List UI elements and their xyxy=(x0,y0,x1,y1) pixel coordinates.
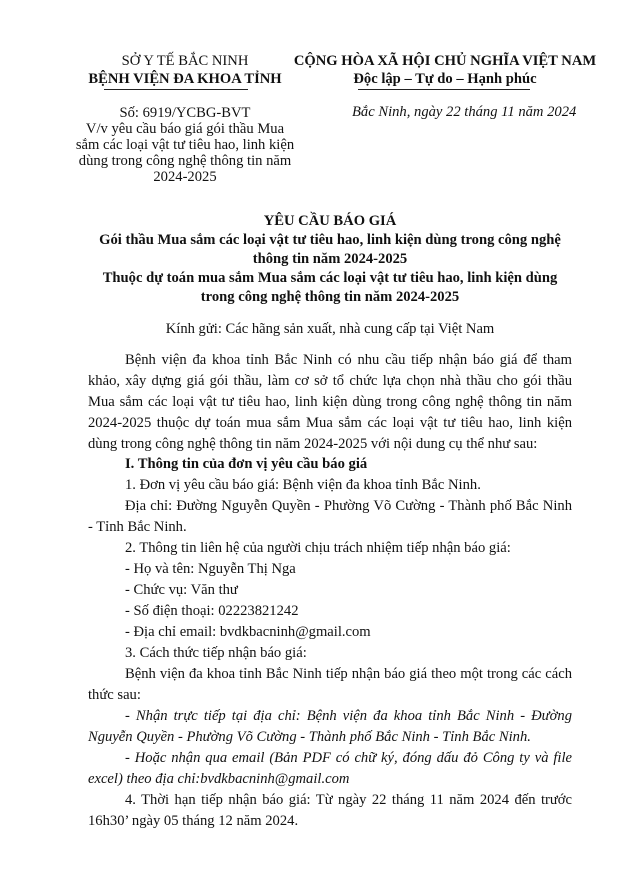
document-title: YÊU CẦU BÁO GIÁ xyxy=(263,213,397,229)
recipient-line: Kính gửi: Các hãng sản xuất, nhà cung cấp tại Việt Nam xyxy=(165,321,495,337)
contact-phone: - Số điện thoại: 02223821242 xyxy=(125,603,299,619)
subject-line: dùng trong công nghệ thông tin năm xyxy=(78,153,292,169)
address-line: Địa chỉ: Đường Nguyễn Quyền - Phường Võ Cường - Thành phố Bắc Ninh xyxy=(125,498,572,514)
intro-line: Bệnh viện đa khoa tỉnh Bắc Ninh có nhu cầu tiếp nhận báo giá để tham xyxy=(125,352,572,368)
contact-position: - Chức vụ: Văn thư xyxy=(125,582,238,598)
title-line: trong công nghệ thông tin năm 2024-2025 xyxy=(200,289,460,305)
intro-line: khảo, xây dựng giá gói thầu, làm cơ sở tổ chức lựa chọn nhà thầu cho gói thầu xyxy=(88,373,572,389)
hospital-name: BỆNH VIỆN ĐA KHOA TỈNH xyxy=(88,71,282,87)
method-direct: - Nhận trực tiếp tại địa chỉ: Bệnh viện đa khoa tỉnh Bắc Ninh - Đường xyxy=(125,708,572,724)
hospital-underline xyxy=(104,89,248,90)
intro-line: 2024-2025 thuộc dự toán mua sắm Mua sắm các loại vật tư tiêu hao, linh kiện xyxy=(88,415,572,431)
method-email: - Hoặc nhận qua email (Bản PDF có chữ ký, đóng dấu đỏ Công ty và file xyxy=(125,750,572,766)
methods-intro: Bệnh viện đa khoa tỉnh Bắc Ninh tiếp nhận báo giá theo một trong các cách xyxy=(125,666,572,682)
title-line: thông tin năm 2024-2025 xyxy=(252,251,408,267)
contact-email: - Địa chỉ email: bvdkbacninh@gmail.com xyxy=(125,624,371,640)
intro-line: Mua sắm các loại vật tư tiêu hao, linh kiện dùng trong công nghệ thông tin năm xyxy=(88,394,572,410)
title-line: Thuộc dự toán mua sắm Mua sắm các loại vật tư tiêu hao, linh kiện dùng xyxy=(102,270,558,286)
section-heading: I. Thông tin của đơn vị yêu cầu báo giá xyxy=(125,456,368,472)
nation-name: CỘNG HÒA XÃ HỘI CHỦ NGHĨA VIỆT NAM xyxy=(293,53,597,69)
method-email: excel) theo địa chỉ:bvdkbacninh@gmail.com xyxy=(88,771,350,787)
deadline-line: 4. Thời hạn tiếp nhận báo giá: Từ ngày 22 tháng 11 năm 2024 đến trước xyxy=(125,792,572,808)
receipt-method-heading: 3. Cách thức tiếp nhận báo giá: xyxy=(125,645,307,661)
contact-heading: 2. Thông tin liên hệ của người chịu trách nhiệm tiếp nhận báo giá: xyxy=(125,540,511,556)
subject-line: 2024-2025 xyxy=(153,169,217,185)
contact-name: - Họ và tên: Nguyễn Thị Nga xyxy=(125,561,296,577)
department-name: SỞ Y TẾ BẮC NINH xyxy=(121,53,249,69)
subject-line: sắm các loại vật tư tiêu hao, linh kiện xyxy=(75,137,295,153)
address-line: - Tỉnh Bắc Ninh. xyxy=(88,519,187,535)
requesting-unit: 1. Đơn vị yêu cầu báo giá: Bệnh viện đa khoa tỉnh Bắc Ninh. xyxy=(125,477,481,493)
document-number: Số: 6919/YCBG-BVT xyxy=(119,105,251,121)
place-date: Bắc Ninh, ngày 22 tháng 11 năm 2024 xyxy=(352,104,577,120)
subject-line: V/v yêu cầu báo giá gói thầu Mua xyxy=(85,121,285,137)
methods-intro: thức sau: xyxy=(88,687,141,703)
title-line: Gói thầu Mua sắm các loại vật tư tiêu hao, linh kiện dùng trong công nghệ xyxy=(99,232,561,248)
intro-line: dùng trong công nghệ thông tin năm 2024-2025 với nội dung cụ thể như sau: xyxy=(88,436,538,452)
method-direct: Nguyễn Quyền - Phường Võ Cường - Thành phố Bắc Ninh - Tỉnh Bắc Ninh. xyxy=(88,729,531,745)
motto-underline xyxy=(358,89,530,90)
national-motto: Độc lập – Tự do – Hạnh phúc xyxy=(353,71,537,87)
deadline-line: 16h30’ ngày 05 tháng 12 năm 2024. xyxy=(88,813,299,829)
